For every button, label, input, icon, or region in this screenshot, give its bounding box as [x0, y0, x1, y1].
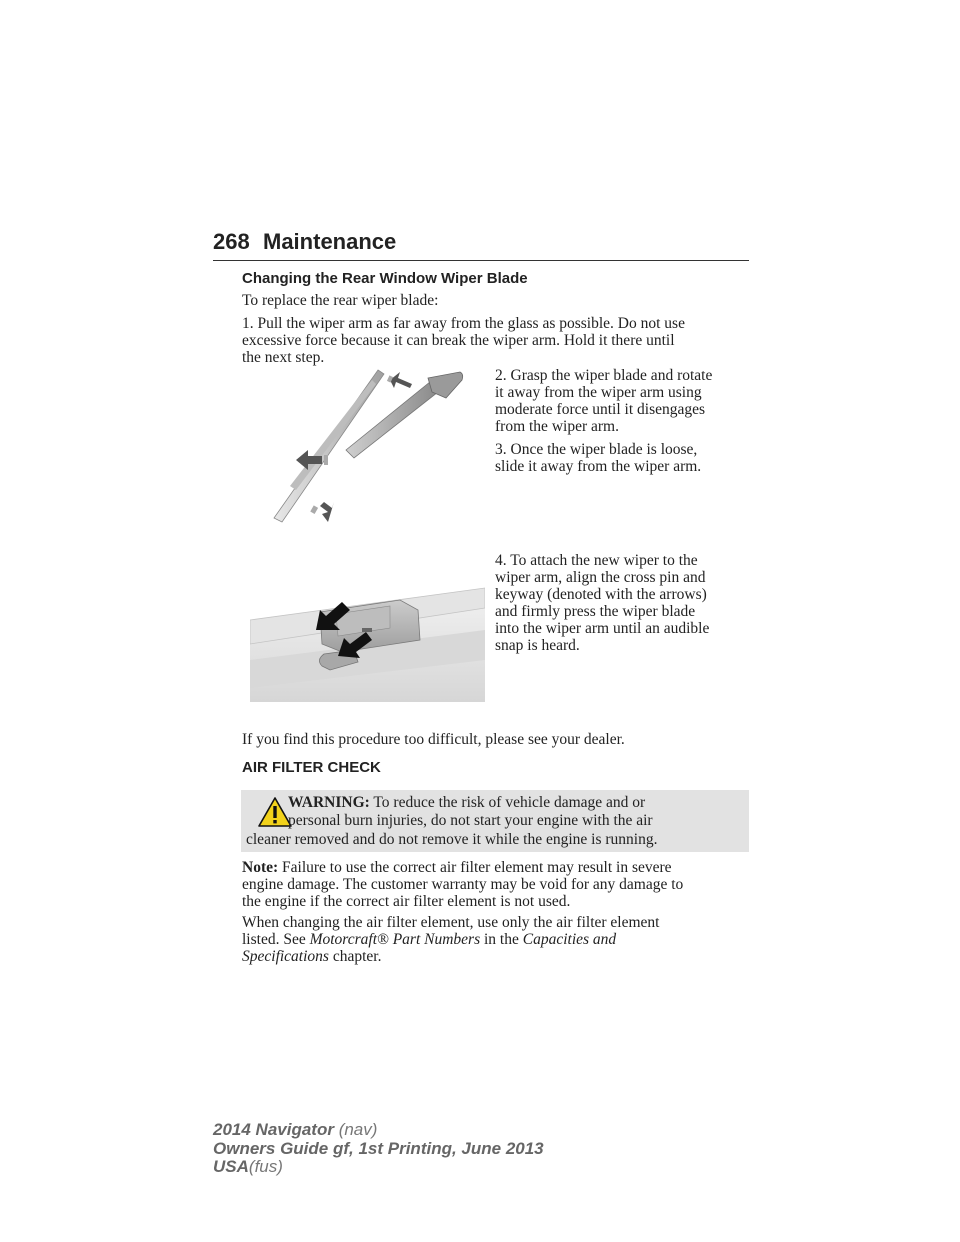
- step1-line: excessive force because it can break the wiper arm. Hold it there until: [242, 332, 675, 349]
- step3-line: 3. Once the wiper blade is loose,: [495, 441, 698, 458]
- part-numbers-link[interactable]: Motorcraft® Part Numbers: [309, 931, 481, 948]
- filter-change-text: listed. See Motorcraft® Part Numbers in the Capacities and: [242, 931, 617, 948]
- warning-text: cleaner removed and do not remove it while the engine is running.: [246, 831, 658, 848]
- step3-line: slide it away from the wiper arm.: [495, 458, 702, 475]
- capacities-link[interactable]: Specifications: [242, 948, 329, 965]
- air-filter-heading: AIR FILTER CHECK: [242, 759, 381, 776]
- footer-market: USA(fus): [213, 1157, 283, 1176]
- wiper-attach-figure: [250, 548, 485, 702]
- note-text: the engine if the correct air filter element is not used.: [242, 893, 571, 910]
- note-paragraph: [242, 859, 672, 877]
- step4-line: snap is heard.: [495, 637, 580, 654]
- filter-change-text: Specifications chapter.: [242, 948, 382, 965]
- step4-line: wiper arm, align the cross pin and: [495, 569, 706, 586]
- arrow-down-right-icon: [310, 502, 334, 522]
- note-text: Failure to use the correct air filter element may result in severe: [282, 859, 672, 876]
- step2-line: from the wiper arm.: [495, 418, 619, 435]
- step4-line: and firmly press the wiper blade: [495, 603, 696, 620]
- note-label: Note:: [242, 859, 279, 876]
- wiper-removal-figure: [250, 362, 485, 532]
- warning-label: WARNING:: [288, 794, 370, 811]
- footer-guide: Owners Guide gf, 1st Printing, June 2013: [213, 1139, 544, 1158]
- arrow-up-right-icon: [387, 372, 412, 388]
- rear-wiper-heading: Changing the Rear Window Wiper Blade: [242, 270, 528, 287]
- page-number: 268: [213, 229, 250, 254]
- warning-text: personal burn injuries, do not start your engine with the air: [288, 812, 653, 829]
- note-text: engine damage. The customer warranty may be void for any damage to: [242, 876, 684, 893]
- warning-text: To reduce the risk of vehicle damage and or: [373, 794, 646, 811]
- step4-line: 4. To attach the new wiper to the: [495, 552, 698, 569]
- step2-line: 2. Grasp the wiper blade and rotate: [495, 367, 713, 384]
- warning-box: [241, 790, 749, 852]
- step1-line: 1. Pull the wiper arm as far away from the glass as possible. Do not use: [242, 315, 685, 332]
- dealer-note: If you find this procedure too difficult, please see your dealer.: [242, 731, 625, 748]
- rear-wiper-intro: To replace the rear wiper blade:: [242, 292, 439, 309]
- step4-line: into the wiper arm until an audible: [495, 620, 710, 637]
- step2-line: it away from the wiper arm using: [495, 384, 702, 401]
- step1-line: the next step.: [242, 349, 325, 366]
- footer-model: 2014 Navigator (nav): [213, 1120, 378, 1139]
- capacities-link[interactable]: Capacities and: [522, 931, 617, 948]
- step2-line: moderate force until it disengages: [495, 401, 706, 418]
- filter-change-text: When changing the air filter element, use only the air filter element: [242, 914, 660, 931]
- page-header: [213, 229, 749, 261]
- step4-line: keyway (denoted with the arrows): [495, 586, 707, 603]
- section-title: Maintenance: [263, 229, 397, 254]
